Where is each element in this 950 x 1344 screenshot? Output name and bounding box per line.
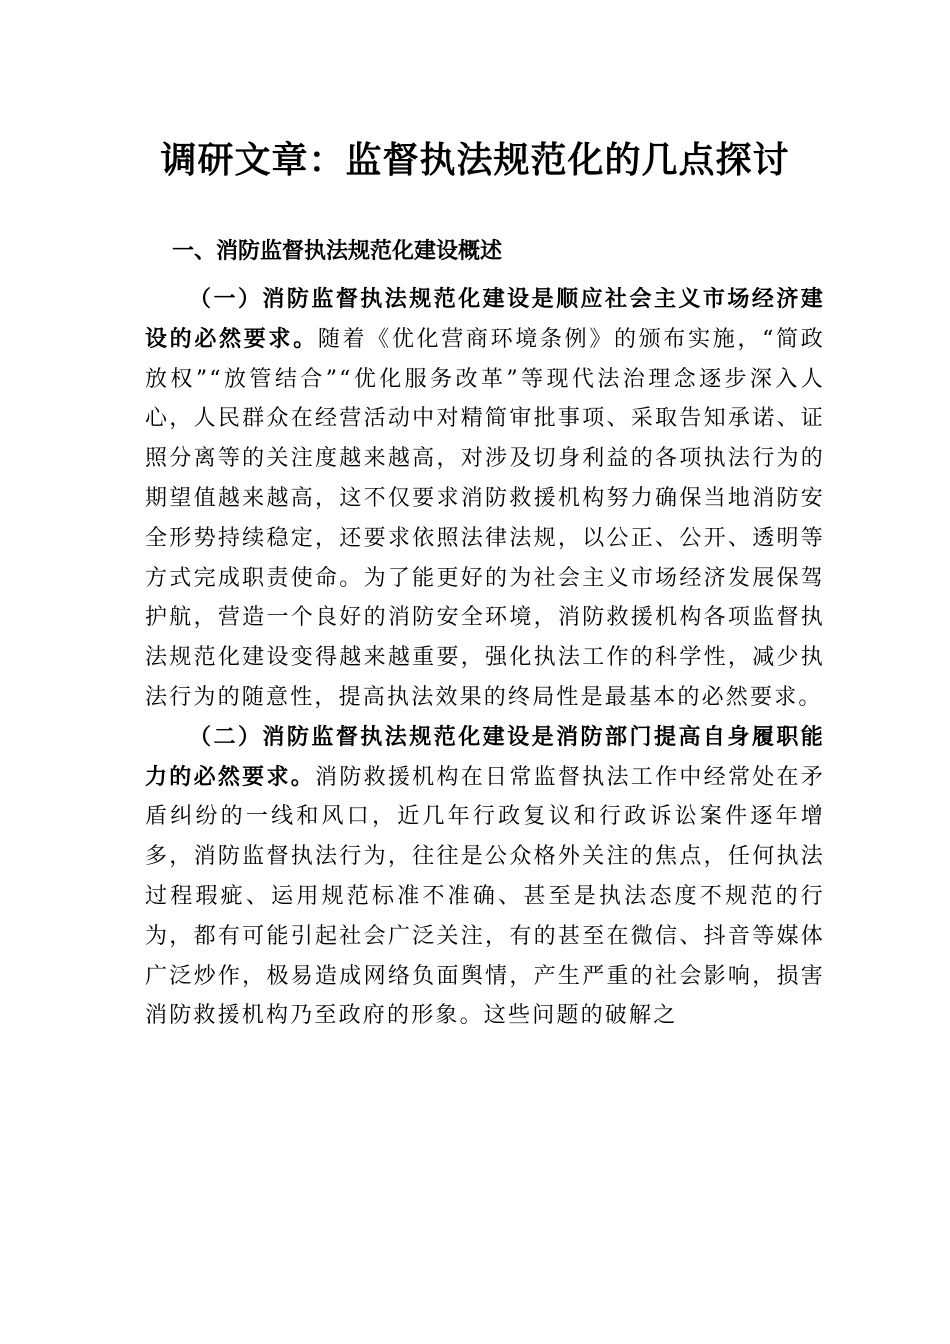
section-heading: 一、消防监督执法规范化建设概述 xyxy=(172,239,503,264)
paragraph-1-text: 随着《优化营商环境条例》的颁布实施，“简政放权”“放管结合”“优化服务改革”等现代法治理念逐步深入人心，人民群众在经营活动中对精简审批事项、采取告知承诺、证照分离等的关注度越来越高，对涉及切身利益的各项执法行为的期望值越来越高，这不仅要求消防救援机构努力确保当地消防安全形势持续稳定，还要求依照法律法规，以公正、公开、透明等方式完成职责使命。为了能更好的为社会主义市场经济发展保驾护航，营造一个良好的消防安全环境，消防救援机构各项监督执法规范化建设变得越来越重要，强化执法工作的科学性，减少执法行为的随意性，提高执法效果的终局性是最基本的必然要求。 xyxy=(145,326,825,710)
paragraph-1 xyxy=(145,280,825,718)
paragraph-1-lead: （一）消防监督执法规范化建设是顺应社会主义市场经济建设的必然要求。 xyxy=(145,286,825,352)
document-title: 调研文章：监督执法规范化的几点探讨 xyxy=(160,139,790,181)
paragraph-2-lead: （二）消防监督执法规范化建设是消防部门提高自身履职能力的必然要求。 xyxy=(145,723,825,790)
paragraph-2-text: 消防救援机构在日常监督执法工作中经常处在矛盾纠纷的一线和风口，近几年行政复议和行政诉讼案件逐年增多，消防监督执法行为，往往是公众格外关注的焦点，任何执法过程瑕疵、运用规范标准不准确、甚至是执法态度不规范的行为，都有可能引起社会广泛关注，有的甚至在微信、抖音等媒体广泛炒作，极易造成网络负面舆情，产生严重的社会影响，损害消防救援机构乃至政府的形象。这些问题的破解之 xyxy=(145,764,826,1029)
paragraph-2 xyxy=(145,718,825,1036)
document-body xyxy=(145,280,825,1036)
